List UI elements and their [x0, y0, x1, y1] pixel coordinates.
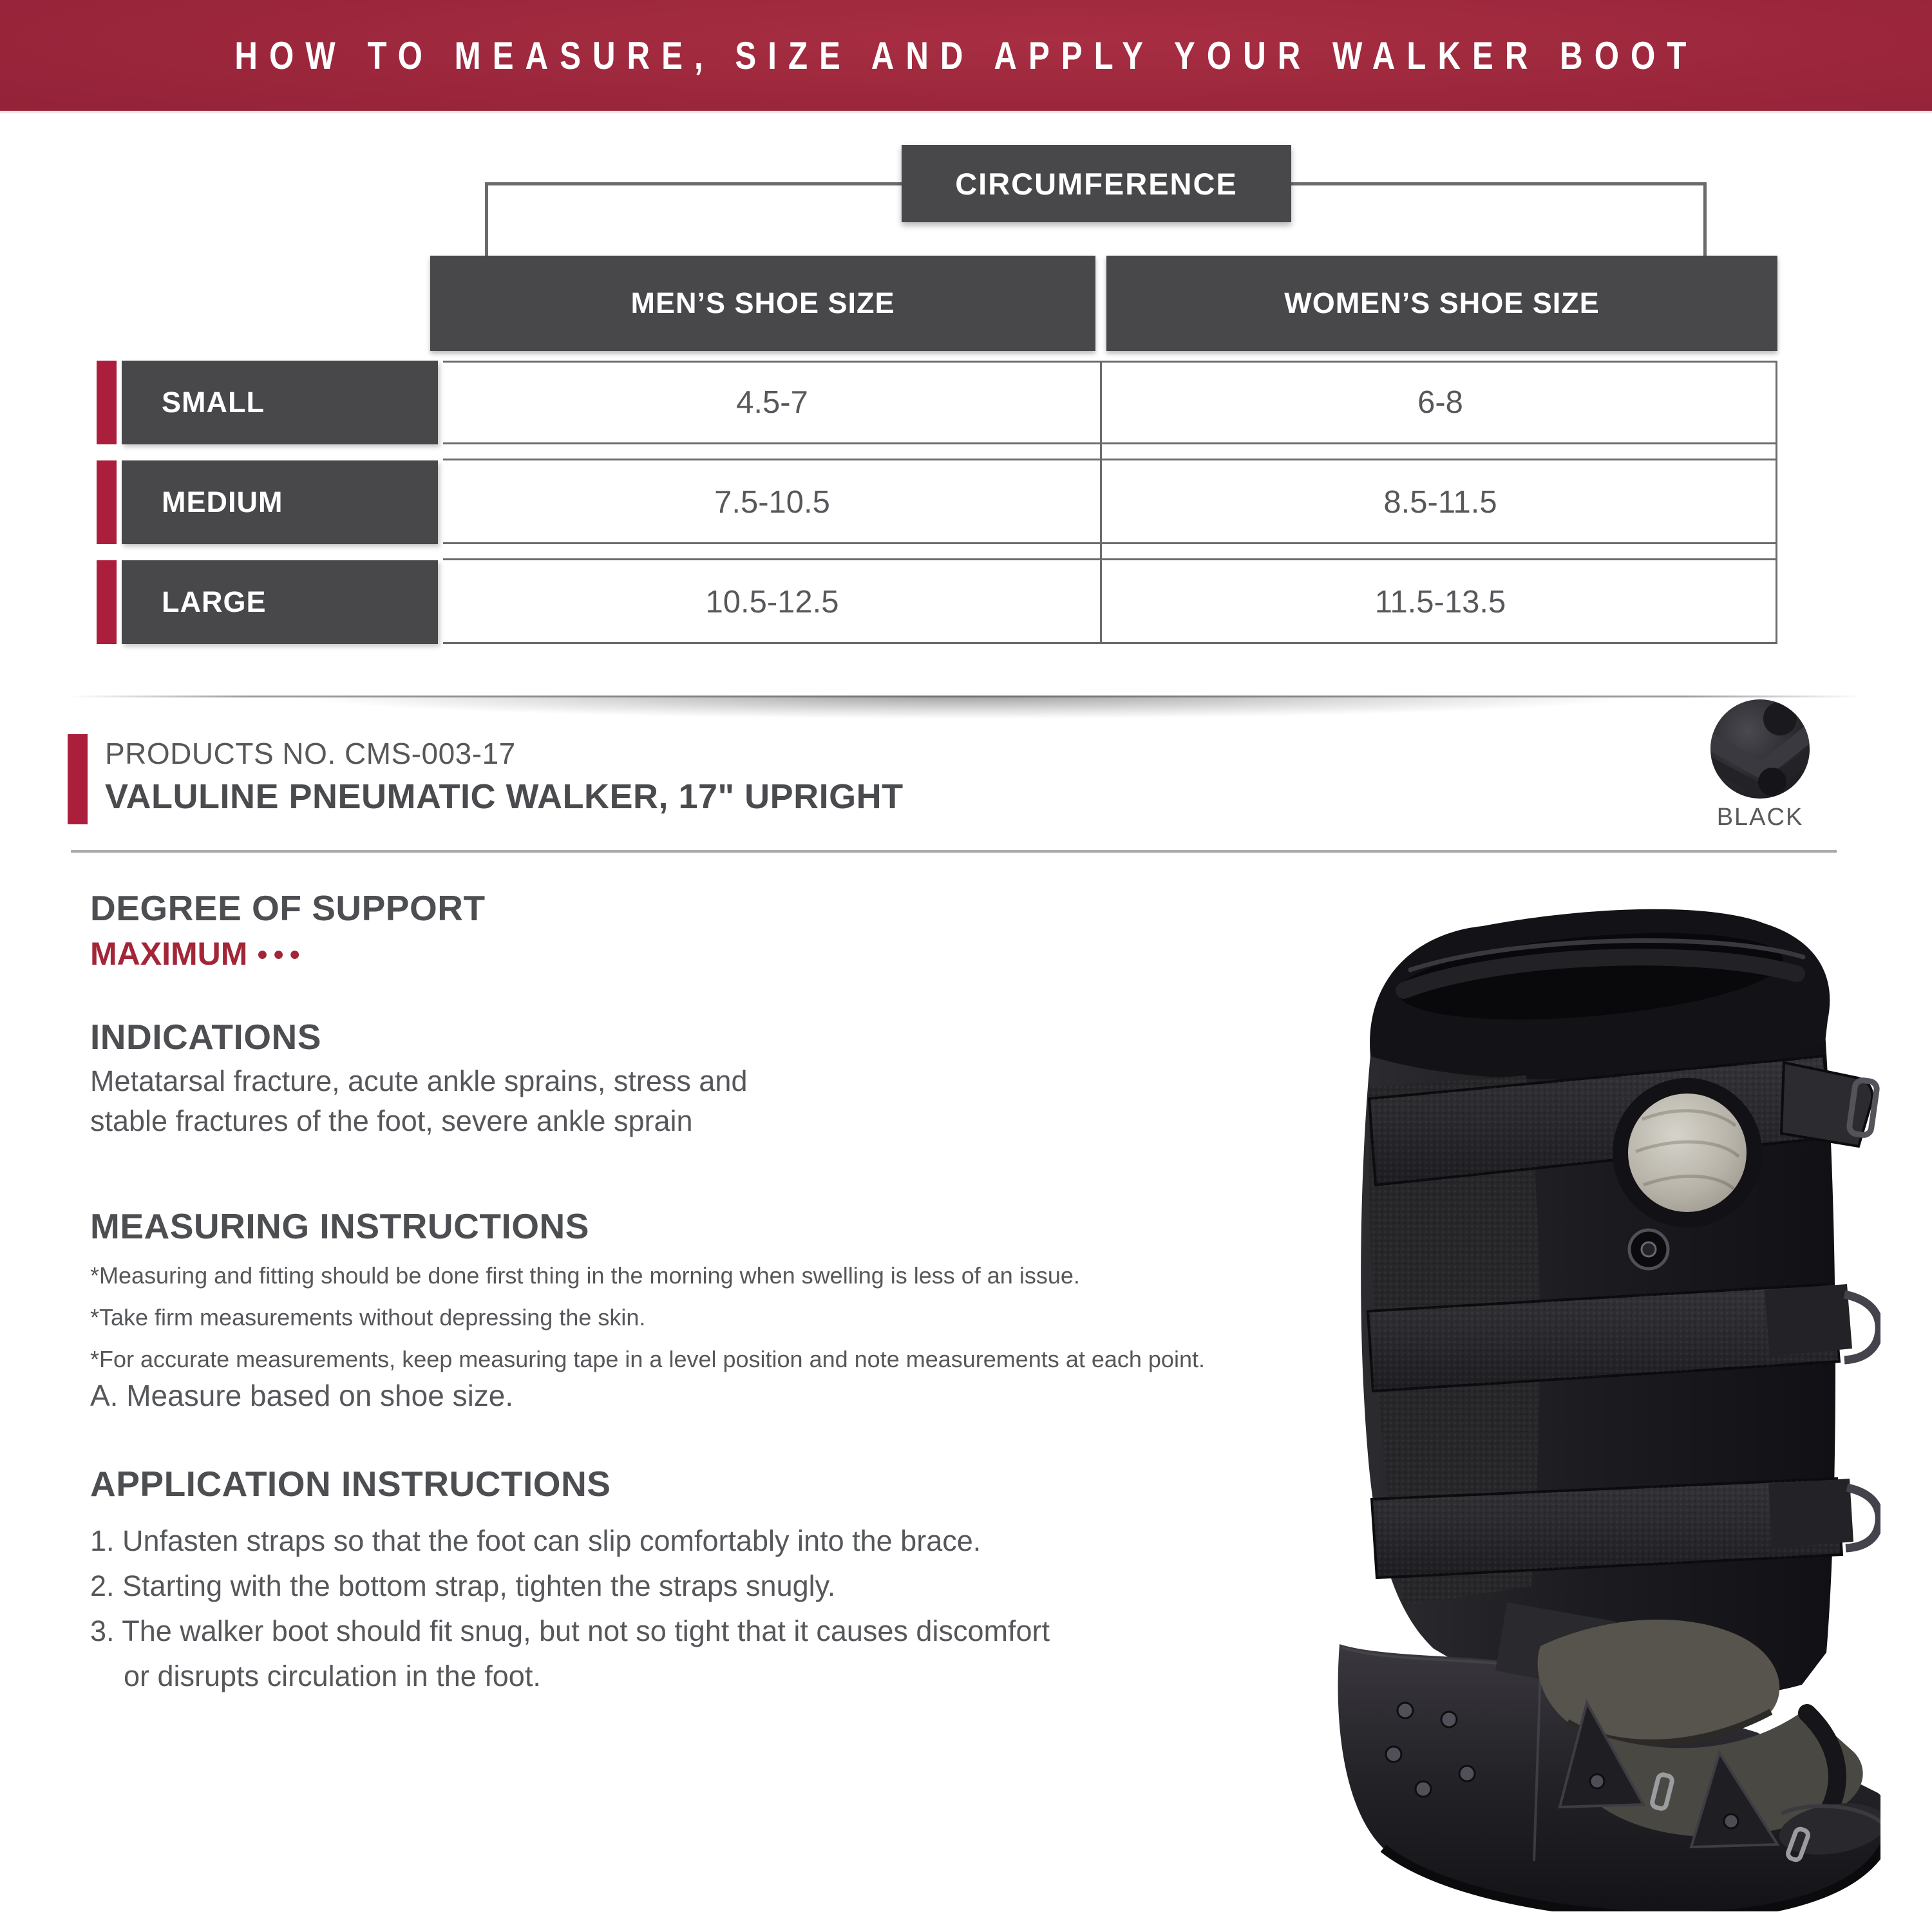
table-bracket-left: [485, 182, 488, 258]
support-level-text: MAXIMUM: [90, 936, 248, 972]
measuring-notes: [90, 1255, 1205, 1380]
indications-heading: INDICATIONS: [90, 1017, 321, 1057]
product-number: PRODUCTS NO. CMS-003-17: [105, 737, 516, 770]
row-accent-bar: [97, 361, 117, 444]
page-title: HOW TO MEASURE, SIZE AND APPLY YOUR WALKER BOOT: [234, 33, 1698, 77]
color-swatch-black: [1710, 699, 1810, 799]
measuring-note: *For accurate measurements, keep measuring tape in a level position and note measurements at each point.: [90, 1346, 1205, 1372]
cell-small-mens: 4.5-7: [736, 385, 808, 420]
row-label-text: LARGE: [162, 585, 267, 618]
application-steps: [90, 1519, 1050, 1699]
measuring-heading: MEASURING INSTRUCTIONS: [90, 1206, 589, 1246]
table-bracket-right: [1703, 182, 1707, 258]
cell-large-mens: 10.5-12.5: [705, 585, 839, 620]
product-name: VALULINE PNEUMATIC WALKER, 17" UPRIGHT: [105, 777, 904, 816]
application-step-continued: or disrupts circulation in the foot.: [124, 1660, 541, 1692]
row-accent-bar: [97, 560, 117, 644]
product-accent-bar: [68, 734, 88, 824]
support-dots-icon: ●●●: [256, 943, 305, 965]
application-step: 1. Unfasten straps so that the foot can slip comfortably into the brace.: [90, 1524, 981, 1557]
horizontal-divider: [71, 850, 1837, 853]
color-swatch-image: [1710, 699, 1810, 799]
row-label-small: [122, 361, 438, 444]
measuring-step-a: A. Measure based on shoe size.: [90, 1379, 514, 1412]
measuring-note: *Take firm measurements without depressing the skin.: [90, 1304, 646, 1331]
walker-boot-illustration: [1314, 894, 1880, 1911]
cell-large-womens: 11.5-13.5: [1374, 585, 1506, 620]
row-accent-bar: [97, 460, 117, 544]
support-level: [90, 935, 305, 972]
row-label-medium: [122, 460, 438, 544]
support-heading: DEGREE OF SUPPORT: [90, 888, 486, 928]
row-label-large: [122, 560, 438, 644]
product-photo-walker-boot: [1314, 894, 1880, 1911]
application-step: 3. The walker boot should fit snug, but not so tight that it causes discomfort: [90, 1615, 1050, 1647]
indications-body: [90, 1061, 747, 1141]
section-shadow-divider: [70, 696, 1862, 728]
application-step: 2. Starting with the bottom strap, tighten the straps snugly.: [90, 1569, 836, 1602]
cell-small-womens: 6-8: [1417, 385, 1463, 420]
header-banner: [0, 0, 1932, 113]
row-label-text: SMALL: [162, 386, 265, 419]
column-header-mens-label: MEN’S SHOE SIZE: [630, 287, 895, 319]
circumference-header: [902, 145, 1291, 222]
circumference-label: CIRCUMFERENCE: [955, 166, 1238, 201]
row-label-text: MEDIUM: [162, 486, 283, 518]
cell-medium-womens: 8.5-11.5: [1383, 485, 1497, 520]
indications-line: Metatarsal fracture, acute ankle sprains, stress and: [90, 1065, 748, 1097]
color-swatch-label: BLACK: [1716, 804, 1804, 831]
indications-line: stable fractures of the foot, severe ankle sprain: [90, 1104, 693, 1137]
column-header-mens: [430, 256, 1095, 351]
measuring-note: *Measuring and fitting should be done first thing in the morning when swelling is less of an issue.: [90, 1262, 1080, 1289]
cell-medium-mens: 7.5-10.5: [714, 485, 830, 520]
column-header-womens-label: WOMEN’S SHOE SIZE: [1284, 287, 1600, 319]
column-header-womens: [1106, 256, 1777, 351]
application-heading: APPLICATION INSTRUCTIONS: [90, 1464, 611, 1504]
